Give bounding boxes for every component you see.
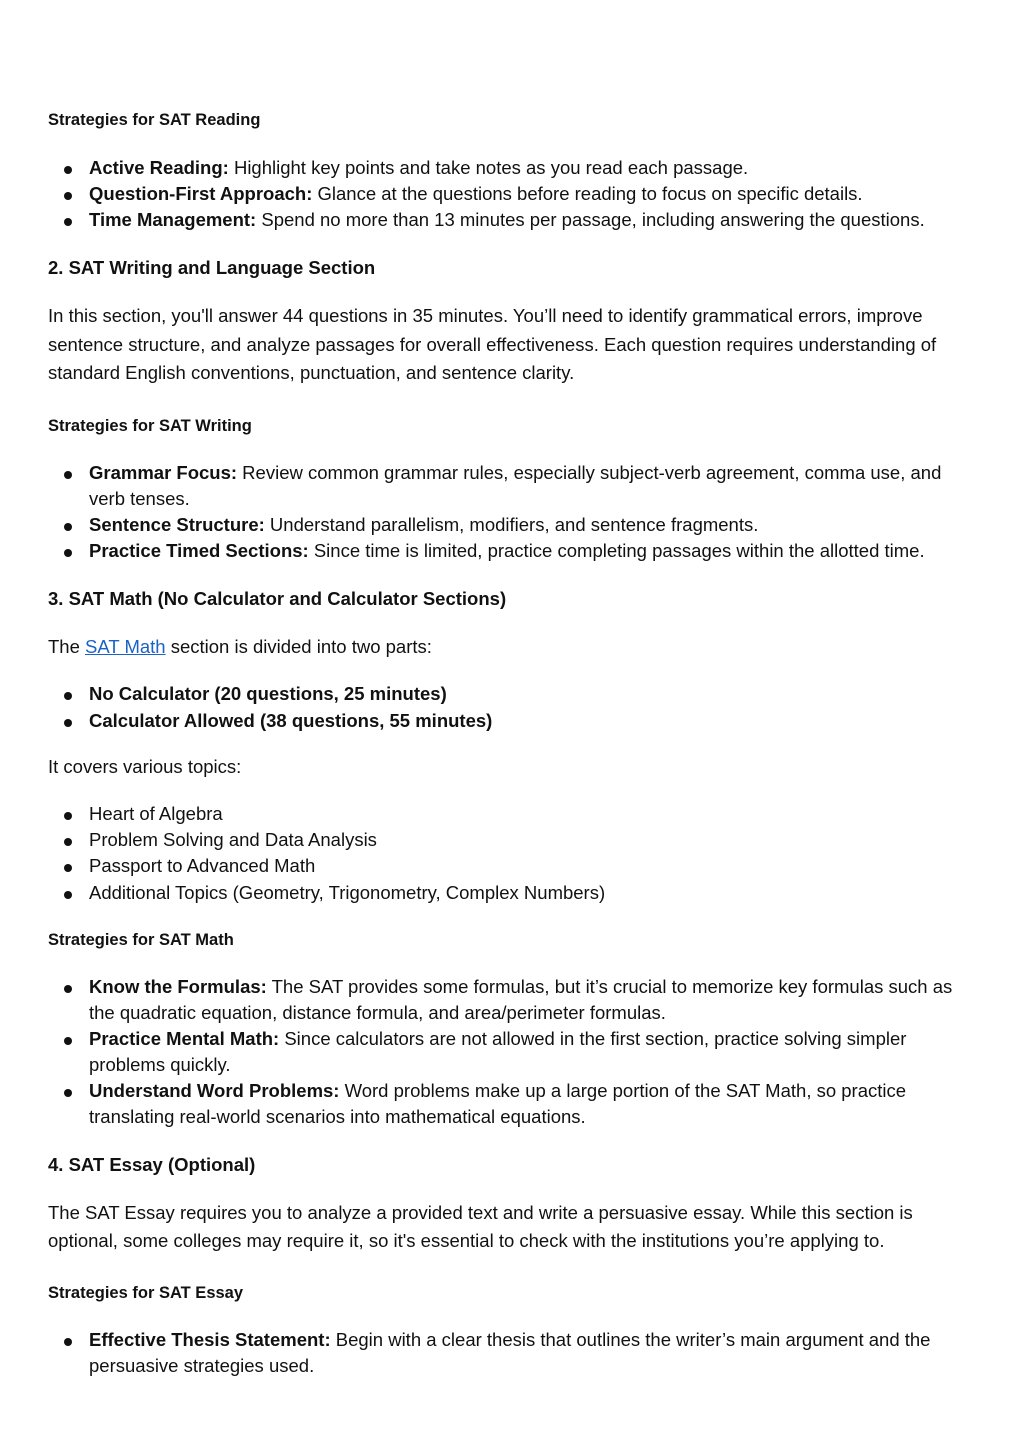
writing-strategies-heading: Strategies for SAT Writing [48,416,252,435]
bullet-icon [64,891,72,899]
bullet-icon [64,192,72,200]
bullet-icon [64,692,72,700]
list-item: Practice Timed Sections: Since time is limited, practice completing passages within the allotted time. [48,538,978,564]
bullet-icon [64,471,72,479]
reading-strategies-list [48,155,978,233]
list-item: Heart of Algebra [48,801,978,827]
list-item: Understand Word Problems: Word problems make up a large portion of the SAT Math, so practice translating real-world scenarios into mathematical equations. [48,1078,978,1130]
reading-strategies-heading: Strategies for SAT Reading [48,111,261,129]
list-item: Grammar Focus: Review common grammar rules, especially subject-verb agreement, comma use, and verb tenses. [48,460,978,512]
math-section-heading: 3. SAT Math (No Calculator and Calculator Sections) [48,587,507,609]
bullet-icon [64,719,72,727]
sat-math-link[interactable]: SAT Math [85,635,166,657]
list-item: Calculator Allowed (38 questions, 55 minutes) [48,708,978,734]
list-item: Practice Mental Math: Since calculators are not allowed in the first section, practice solving simpler problems quickly. [48,1026,978,1078]
math-section-intro: The SAT Math section is divided into two parts: [48,635,432,657]
essay-strategies-list [48,1327,978,1379]
bullet-icon [64,166,72,174]
math-topics-intro: It covers various topics: [48,756,242,777]
writing-strategies-list [48,460,978,564]
list-item: Passport to Advanced Math [48,853,978,879]
bullet-icon [64,1037,72,1045]
math-strategies-heading: Strategies for SAT Math [48,930,234,949]
writing-section-heading: 2. SAT Writing and Language Section [48,257,376,278]
bullet-icon [64,864,72,872]
bullet-icon [64,218,72,226]
bullet-icon [64,985,72,993]
list-item: Problem Solving and Data Analysis [48,827,978,853]
math-parts-list [48,681,978,734]
bullet-icon [64,1338,72,1346]
math-strategies-list [48,974,978,1130]
list-item: Time Management: Spend no more than 13 minutes per passage, including answering the questions. [48,207,978,233]
list-item: Active Reading: Highlight key points and take notes as you read each passage. [48,155,978,181]
list-item: Question-First Approach: Glance at the questions before reading to focus on specific details. [48,181,978,207]
bullet-icon [64,812,72,820]
list-item: No Calculator (20 questions, 25 minutes) [48,681,978,707]
document-page [48,108,978,1379]
math-topics-list [48,801,978,906]
list-item: Effective Thesis Statement: Begin with a clear thesis that outlines the writer’s main argument and the persuasive strategies used. [48,1327,978,1379]
bullet-icon [64,549,72,557]
bullet-icon [64,523,72,531]
essay-section-heading: 4. SAT Essay (Optional) [48,1153,256,1175]
list-item: Additional Topics (Geometry, Trigonometry, Complex Numbers) [48,880,978,906]
essay-strategies-heading: Strategies for SAT Essay [48,1283,244,1302]
list-item: Know the Formulas: The SAT provides some formulas, but it’s crucial to memorize key formulas such as the quadratic equation, distance formula, and area/perimeter formulas. [48,974,978,1026]
bullet-icon [64,838,72,846]
bullet-icon [64,1089,72,1097]
list-item: Sentence Structure: Understand parallelism, modifiers, and sentence fragments. [48,512,978,538]
writing-section-paragraph: In this section, you'll answer 44 questions in 35 minutes. You’ll need to identify grammatical errors, improve sentence structure, and analyze passages for overall effectiveness. Each question requires understanding of standard English conventions, punctuation, and sentence clarity. [48,305,937,383]
essay-section-paragraph: The SAT Essay requires you to analyze a provided text and write a persuasive essay. While this section is optional, some colleges may require it, so it's essential to check with the institutions you’re applying to. [48,1201,913,1251]
